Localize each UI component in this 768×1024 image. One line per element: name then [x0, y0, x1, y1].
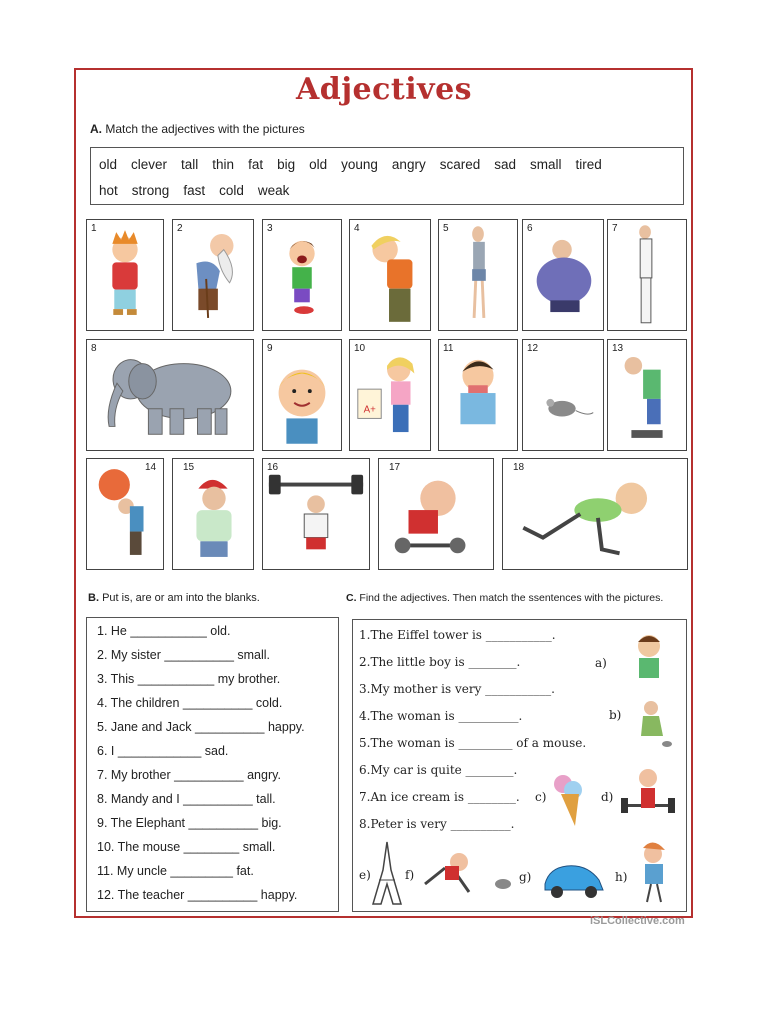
option-letter: e): [359, 868, 371, 882]
ice-cream-mini-picture: [549, 770, 589, 828]
sentence-b: 11. My uncle _________ fat.: [97, 864, 254, 878]
word: angry: [391, 157, 426, 172]
word: cold: [219, 183, 244, 198]
picture-2-old-man: 2: [172, 219, 254, 331]
sentence-b: 9. The Elephant __________ big.: [97, 816, 282, 830]
elephant-illustration: [87, 340, 253, 450]
woman-mini-picture: [629, 696, 675, 750]
picture-16-strong-man: 16: [262, 458, 370, 570]
word: clever: [131, 157, 168, 172]
word: thin: [212, 157, 235, 172]
mouse-illustration: [523, 340, 603, 450]
word-bank: [90, 147, 684, 205]
sentence-b: 10. The mouse ________ small.: [97, 840, 276, 854]
sentence-c: 3.My mother is very ___________.: [359, 682, 555, 696]
angry-man-illustration: [379, 459, 493, 569]
young-boy-illustration: [263, 340, 341, 450]
picture-12-mouse: 12: [522, 339, 604, 451]
boy-mini-picture: [629, 628, 669, 688]
picture-13-weak-man: 13: [607, 339, 687, 451]
word: young: [341, 157, 378, 172]
boy-illustration: [87, 220, 163, 330]
picture-11-sad-boy: 11: [438, 339, 518, 451]
word: old: [309, 157, 328, 172]
old-man-illustration: [173, 220, 253, 330]
word: tall: [181, 157, 199, 172]
section-c-instruction: C. Find the adjectives. Then match the ssentences with the pictures.: [346, 592, 664, 604]
picture-5-thin-man: 5: [438, 219, 518, 331]
option-letter: h): [615, 870, 628, 884]
word: hot: [99, 183, 118, 198]
tall-man-illustration: [608, 220, 686, 330]
sentence-b: 6. I ____________ sad.: [97, 744, 229, 758]
picture-6-fat-man: 6: [522, 219, 604, 331]
sentence-b: 2. My sister __________ small.: [97, 648, 271, 662]
picture-1-small-boy: 1: [86, 219, 164, 331]
sentence-b: 4. The children __________ cold.: [97, 696, 283, 710]
section-a-instruction: A. Match the adjectives with the pictures: [90, 122, 305, 136]
sentence-c: 6.My car is quite ________.: [359, 763, 518, 777]
fat-man-illustration: [523, 220, 603, 330]
sentence-b: 5. Jane and Jack __________ happy.: [97, 720, 305, 734]
scared-boy-illustration: [263, 220, 341, 330]
word: scared: [439, 157, 481, 172]
word: strong: [131, 183, 170, 198]
sentence-c: 8.Peter is very __________.: [359, 817, 515, 831]
eiffel-tower-mini-picture: [367, 840, 407, 906]
picture-14-hot-man: 14: [86, 458, 164, 570]
strong-man-mini-picture: [619, 764, 677, 826]
picture-3-scared-boy: 3: [262, 219, 342, 331]
sentence-c: 5.The woman is _________ of a mouse.: [359, 736, 587, 750]
clever-girl-illustration: [350, 340, 430, 450]
picture-10-clever-girl: 10 A+: [349, 339, 431, 451]
watermark: iSLCollective.com: [590, 915, 685, 927]
sentence-b: 8. Mandy and I __________ tall.: [97, 792, 276, 806]
word: sad: [494, 157, 517, 172]
picture-18-fast-runner: 18: [502, 458, 688, 570]
sentence-c: 7.An ice cream is ________.: [359, 790, 520, 804]
picture-8-elephant: 8: [86, 339, 254, 451]
option-letter: d): [601, 790, 614, 804]
tired-boy-illustration: [350, 220, 430, 330]
option-letter: f): [405, 868, 415, 882]
picture-15-cold-man: 15: [172, 458, 254, 570]
sentence-b: 3. This ___________ my brother.: [97, 672, 281, 686]
mother-mini-picture: [629, 840, 679, 904]
picture-7-tall-man: 7: [607, 219, 687, 331]
hot-man-illustration: [87, 459, 163, 569]
thin-man-illustration: [439, 220, 517, 330]
sentence-b: 1. He ___________ old.: [97, 624, 231, 638]
option-letter: b): [609, 708, 622, 722]
word: big: [277, 157, 296, 172]
sentence-c: 4.The woman is __________.: [359, 709, 523, 723]
sentence-c: 1.The Eiffel tower is ___________.: [359, 628, 556, 642]
section-b-instruction: B. Put is, are or am into the blanks.: [88, 592, 260, 604]
picture-17-angry-man: 17: [378, 458, 494, 570]
sentence-b: 12. The teacher __________ happy.: [97, 888, 298, 902]
worksheet-title: Adjectives: [295, 72, 473, 107]
sentence-b: 7. My brother __________ angry.: [97, 768, 281, 782]
weak-man-illustration: [608, 340, 686, 450]
word: fast: [183, 183, 206, 198]
option-letter: c): [535, 790, 547, 804]
car-mini-picture: [539, 850, 609, 904]
word: small: [530, 157, 562, 172]
sentence-c: 2.The little boy is ________.: [359, 655, 521, 669]
word: fat: [248, 157, 264, 172]
section-b-box: [86, 617, 339, 912]
svg-text:A+: A+: [363, 404, 376, 416]
word: weak: [257, 183, 290, 198]
word: tired: [575, 157, 602, 172]
runner-illustration: [503, 459, 687, 569]
option-letter: g): [519, 870, 532, 884]
strong-man-illustration: [263, 459, 369, 569]
mouse-mini-picture: [491, 870, 515, 894]
cold-man-illustration: [173, 459, 253, 569]
option-letter: a): [595, 656, 607, 670]
word: old: [99, 157, 118, 172]
picture-4-tired-boy: 4: [349, 219, 431, 331]
picture-9-young-boy: 9: [262, 339, 342, 451]
section-c-box: [352, 619, 687, 912]
runner-mini-picture: [415, 848, 489, 898]
sad-boy-illustration: [439, 340, 517, 450]
